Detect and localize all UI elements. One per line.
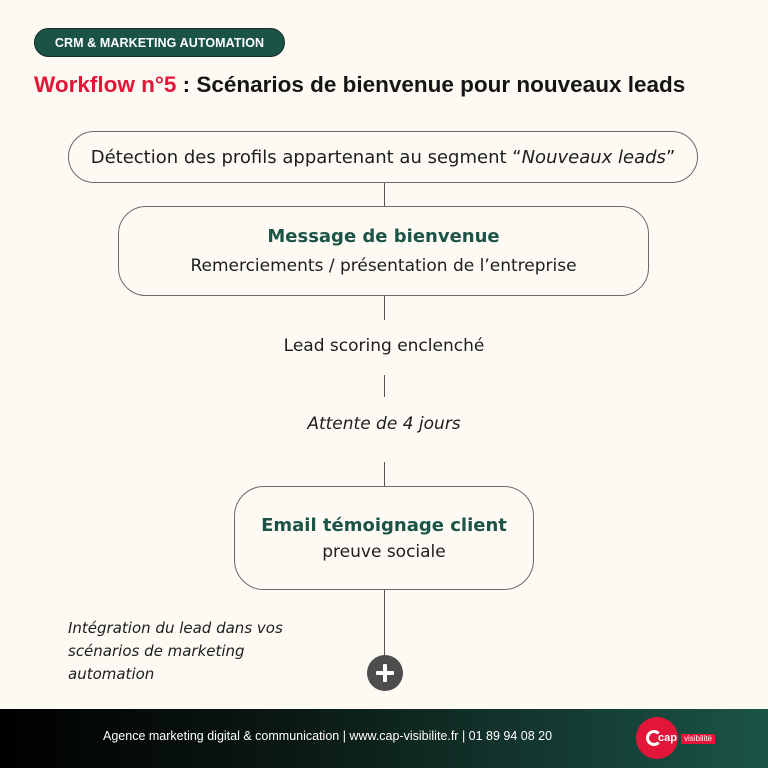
step-testimonial-email-title: Email témoignage client <box>261 514 507 536</box>
step-welcome-message-subtitle: Remerciements / présentation de l’entreprise <box>190 256 577 276</box>
page-title <box>34 72 685 98</box>
logo-visibilite-text: visibilité <box>681 734 715 744</box>
logo-cap-text: cap <box>658 732 677 744</box>
connector-line-1 <box>384 183 385 206</box>
step-wait-text: Attente de 4 jours <box>307 414 461 434</box>
cap-visibilite-logo <box>636 717 726 759</box>
final-note-line-1: Intégration du lead dans vos <box>68 619 283 637</box>
connector-line-4 <box>384 462 385 486</box>
page-title-accent: Workflow n°5 <box>34 72 177 97</box>
final-integration-note <box>68 617 308 686</box>
connector-line-5 <box>384 590 385 655</box>
plus-circle-icon <box>367 655 403 691</box>
step-detection-text-before: Détection des profils appartenant au segment “ <box>90 146 522 168</box>
page-title-rest: : Scénarios de bienvenue pour nouveaux leads <box>176 72 686 97</box>
step-detection-node <box>68 131 698 183</box>
footer-bar <box>0 709 768 768</box>
connector-line-2 <box>384 296 385 320</box>
step-detection-text <box>91 147 676 168</box>
footer-contact-text: Agence marketing digital & communication | www.cap-visibilite.fr | 01 89 94 08 20 <box>103 729 553 743</box>
step-detection-text-after: ” <box>665 146 676 168</box>
category-badge-label: CRM & MARKETING AUTOMATION <box>54 35 265 50</box>
step-detection-segment-name: Nouveaux leads <box>521 146 666 168</box>
step-lead-scoring-text: Lead scoring enclenché <box>283 336 485 356</box>
step-welcome-message-title: Message de bienvenue <box>267 226 500 247</box>
final-note-line-3: automation <box>68 665 155 683</box>
category-badge <box>34 28 285 57</box>
step-testimonial-email-node <box>234 486 534 590</box>
connector-line-3 <box>384 375 385 397</box>
final-note-line-2: scénarios de marketing <box>68 642 245 660</box>
step-testimonial-email-subtitle: preuve sociale <box>322 541 446 562</box>
step-welcome-message-node <box>118 206 649 296</box>
